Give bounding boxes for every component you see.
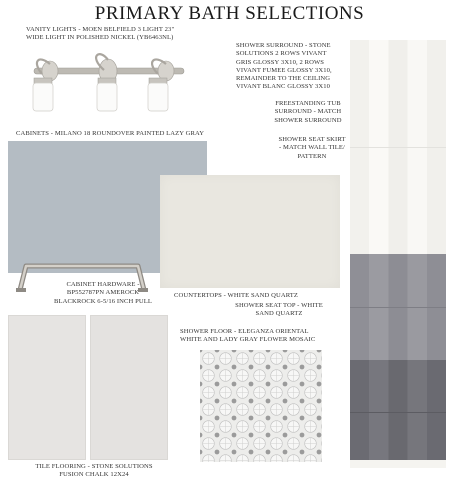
shower-surround-label-line5: REMAINDER TO THE CEILING — [236, 75, 331, 83]
shower-wall-tile-stack — [350, 40, 446, 468]
shower-floor-label-line2: WHITE AND LADY GRAY FLOWER MOSAIC — [180, 336, 316, 344]
shower-floor-label-line1: SHOWER FLOOR - ELEGANZA ORIENTAL — [180, 328, 309, 335]
cabinet-hardware-label — [38, 281, 168, 306]
freestanding-tub-label-line2: SURROUND - MATCH — [274, 108, 342, 116]
freestanding-tub-label — [258, 100, 358, 125]
cabinets-label — [16, 130, 204, 138]
vivant-fumee-tile-area — [350, 360, 446, 460]
floor-tile-swatch-1 — [8, 315, 86, 460]
shower-seat-top-label-line1: SHOWER SEAT TOP - WHITE — [235, 302, 323, 309]
vanity-light-fixture-image — [28, 48, 188, 118]
floor-tile-swatch-2 — [90, 315, 168, 460]
shower-surround-label — [236, 42, 332, 92]
page-title: PRIMARY BATH SELECTIONS — [94, 3, 365, 24]
shower-seat-top-label-line2: SAND QUARTZ — [255, 310, 303, 318]
vanity-lights-label-line1: VANITY LIGHTS - MOEN BELFIELD 3 LIGHT 23" — [26, 26, 175, 33]
shower-seat-top-label — [224, 302, 334, 319]
shower-seat-skirt-label-line1: SHOWER SEAT SKIRT — [278, 136, 346, 143]
tile-flooring-label-line2: FUSION CHALK 12X24 — [59, 471, 129, 479]
cabinet-hardware-label-line1: CABINET HARDWARE - — [66, 281, 140, 288]
shower-surround-label-line3: GRIS GLOSSY 3X10, 2 ROWS — [236, 58, 325, 66]
vanity-lights-label-line2: WIDE LIGHT IN POLISHED NICKEL (YB6463NL) — [26, 34, 174, 42]
shower-seat-skirt-label-line2: - MATCH WALL TILE/ — [279, 144, 345, 152]
shower-seat-skirt-label-line3: PATTERN — [297, 152, 327, 160]
countertops-label-line1: COUNTERTOPS - WHITE SAND QUARTZ — [174, 292, 299, 299]
tile-flooring-label-line1: TILE FLOORING - STONE SOLUTIONS — [35, 463, 153, 470]
freestanding-tub-label-line3: SHOWER SURROUND — [274, 116, 342, 124]
cabinets-label-line1: CABINETS - MILANO 18 ROUNDOVER PAINTED LAZY GRAY — [16, 130, 205, 137]
shower-floor-label — [180, 328, 315, 345]
countertops-label — [174, 292, 298, 300]
cabinet-hardware-label-line3: BLACKROCK 6-5/16 INCH PULL — [53, 297, 153, 305]
freestanding-tub-label-line1: FREESTANDING TUB — [275, 100, 341, 107]
countertop-quartz-swatch — [160, 175, 340, 288]
tile-flooring-label — [14, 463, 174, 480]
shower-seat-skirt-label — [262, 136, 362, 161]
shower-surround-label-line1: SHOWER SURROUND - STONE — [236, 42, 331, 49]
vanity-lights-label — [26, 26, 174, 43]
cabinet-hardware-label-line2: BP552787PN AMEROCK — [66, 289, 140, 297]
shower-surround-label-line4: VIVANT FUMEE GLOSSY 3X10, — [236, 66, 332, 74]
shower-floor-mosaic-image — [200, 350, 322, 462]
shower-surround-label-line2: SOLUTIONS 2 ROWS VIVANT — [236, 50, 327, 58]
shower-surround-label-line6: VIVANT BLANC GLOSSY 3X10 — [236, 83, 331, 91]
